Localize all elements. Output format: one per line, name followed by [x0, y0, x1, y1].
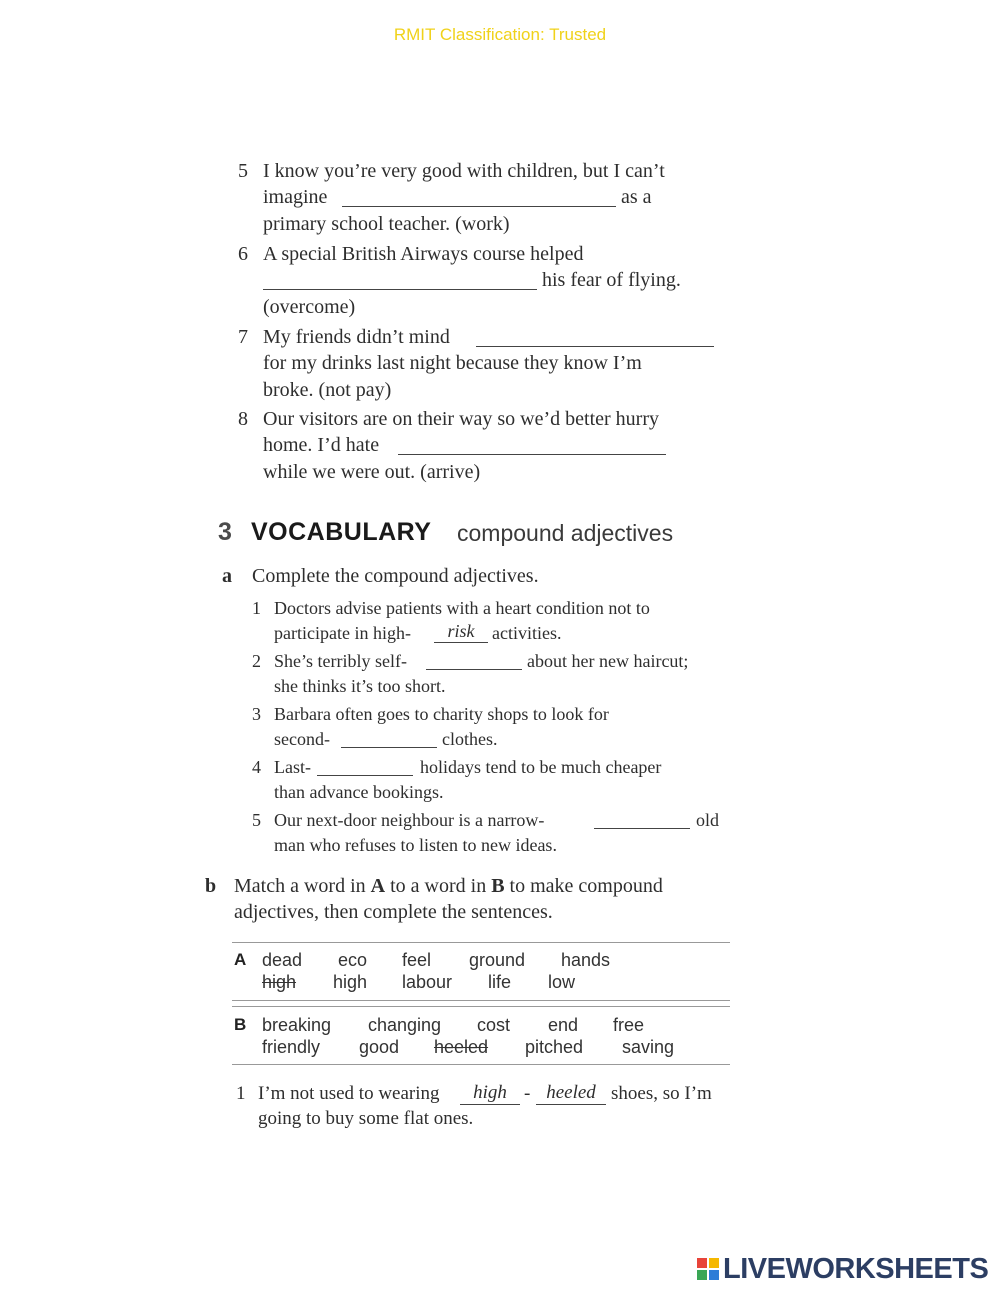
- part-letter: b: [205, 875, 217, 897]
- section-subtitle: compound adjectives: [457, 520, 674, 546]
- item-text: going to buy some flat ones.: [258, 1108, 474, 1129]
- item-text: -: [524, 1083, 531, 1104]
- answer-blank[interactable]: [398, 453, 666, 455]
- item-text: old: [696, 810, 720, 830]
- divider: [232, 1000, 730, 1001]
- word-a: dead: [262, 950, 303, 970]
- item-text: clothes.: [442, 729, 498, 749]
- item-number: 1: [252, 598, 261, 618]
- item-text: activities.: [492, 623, 562, 643]
- word-a: ground: [469, 950, 526, 970]
- item-text: than advance bookings.: [274, 782, 444, 802]
- part-instruction: adjectives, then complete the sentences.: [234, 901, 553, 923]
- word-b: cost: [477, 1015, 511, 1035]
- section-title: VOCABULARY: [251, 518, 432, 546]
- logo-icon: [697, 1258, 719, 1280]
- example-answer: risk: [434, 621, 488, 643]
- logo-text: LIVEWORKSHEETS: [723, 1252, 989, 1285]
- word-b: changing: [368, 1015, 442, 1035]
- divider: [232, 1064, 730, 1065]
- instruction-text: Match a word in: [234, 875, 366, 897]
- word-a-used: high: [262, 972, 297, 992]
- answer-blank[interactable]: [263, 288, 537, 290]
- item-text: about her new haircut;: [527, 651, 689, 671]
- item-number: 4: [252, 757, 261, 777]
- word-a: high: [333, 972, 368, 992]
- section-number: 3: [218, 518, 232, 546]
- word-b: saving: [622, 1037, 675, 1057]
- item-text: I know you’re very good with children, but I can’t: [263, 160, 665, 182]
- classification-label: RMIT Classification: Trusted: [393, 25, 607, 44]
- item-number: 3: [252, 704, 261, 724]
- logo-square: [709, 1270, 719, 1280]
- part-instruction: Complete the compound adjectives.: [252, 565, 539, 587]
- item-text: she thinks it’s too short.: [274, 676, 446, 696]
- item-text: broke. (not pay): [263, 379, 392, 401]
- word-b: breaking: [262, 1015, 332, 1035]
- item-number: 1: [236, 1083, 246, 1104]
- item-text: A special British Airways course helped: [263, 243, 584, 265]
- item-text: while we were out. (arrive): [263, 461, 481, 483]
- answer-blank[interactable]: [341, 746, 437, 748]
- item-text: imagine: [263, 186, 328, 208]
- instruction-text: to a word in: [390, 875, 487, 897]
- divider: [232, 1006, 730, 1007]
- item-text: Last-: [274, 757, 311, 777]
- word-b: end: [548, 1015, 579, 1035]
- word-a: labour: [402, 972, 453, 992]
- divider: [232, 942, 730, 943]
- item-text: his fear of flying.: [542, 269, 681, 291]
- item-text: participate in high-: [274, 623, 411, 643]
- word-a: feel: [402, 950, 432, 970]
- logo-square: [697, 1258, 707, 1268]
- word-b: friendly: [262, 1037, 321, 1057]
- logo-square: [697, 1270, 707, 1280]
- instruction-bold-a: A: [370, 875, 386, 897]
- word-a: eco: [338, 950, 368, 970]
- instruction-text: to make compound: [509, 875, 663, 897]
- liveworksheets-logo: [697, 1253, 988, 1285]
- item-text: shoes, so I’m: [611, 1083, 712, 1104]
- item-number: 8: [238, 408, 248, 430]
- item-text: My friends didn’t mind: [263, 326, 450, 348]
- item-text: Doctors advise patients with a heart condition not to: [274, 598, 650, 618]
- item-number: 7: [238, 326, 248, 348]
- item-text: primary school teacher. (work): [263, 213, 510, 235]
- item-text: second-: [274, 729, 330, 749]
- word-a: life: [488, 972, 512, 992]
- item-text: Our next-door neighbour is a narrow-: [274, 810, 545, 830]
- item-text: as a: [621, 186, 652, 208]
- item-text: for my drinks last night because they know I’m: [263, 352, 642, 374]
- item-number: 2: [252, 651, 261, 671]
- answer-blank[interactable]: [426, 668, 522, 670]
- item-text: holidays tend to be much cheaper: [420, 757, 662, 777]
- answer-blank[interactable]: [317, 774, 413, 776]
- item-text: (overcome): [263, 296, 356, 318]
- answer-blank[interactable]: [342, 205, 616, 207]
- item-text: Barbara often goes to charity shops to look for: [274, 704, 609, 724]
- item-number: 5: [238, 160, 248, 182]
- word-b: pitched: [525, 1037, 584, 1057]
- item-number: 5: [252, 810, 261, 830]
- word-b: good: [359, 1037, 400, 1057]
- item-number: 6: [238, 243, 248, 265]
- example-answer: heeled: [536, 1082, 606, 1105]
- item-text: man who refuses to listen to new ideas.: [274, 835, 557, 855]
- instruction-bold-b: B: [491, 875, 505, 897]
- answer-blank[interactable]: [594, 827, 690, 829]
- box-b-label: B: [234, 1015, 247, 1034]
- part-letter: a: [222, 565, 232, 587]
- word-b-used: heeled: [434, 1037, 489, 1057]
- logo-square: [709, 1258, 719, 1268]
- word-a: hands: [561, 950, 611, 970]
- word-a: low: [548, 972, 576, 992]
- answer-blank[interactable]: [476, 345, 714, 347]
- word-b: free: [613, 1015, 645, 1035]
- item-text: Our visitors are on their way so we’d better hurry: [263, 408, 659, 430]
- item-text: home. I’d hate: [263, 434, 380, 456]
- part-instruction: [234, 875, 663, 898]
- item-text: She’s terribly self-: [274, 651, 407, 671]
- item-text: I’m not used to wearing: [258, 1083, 440, 1104]
- example-answer: high: [460, 1082, 520, 1105]
- box-a-label: A: [234, 950, 247, 969]
